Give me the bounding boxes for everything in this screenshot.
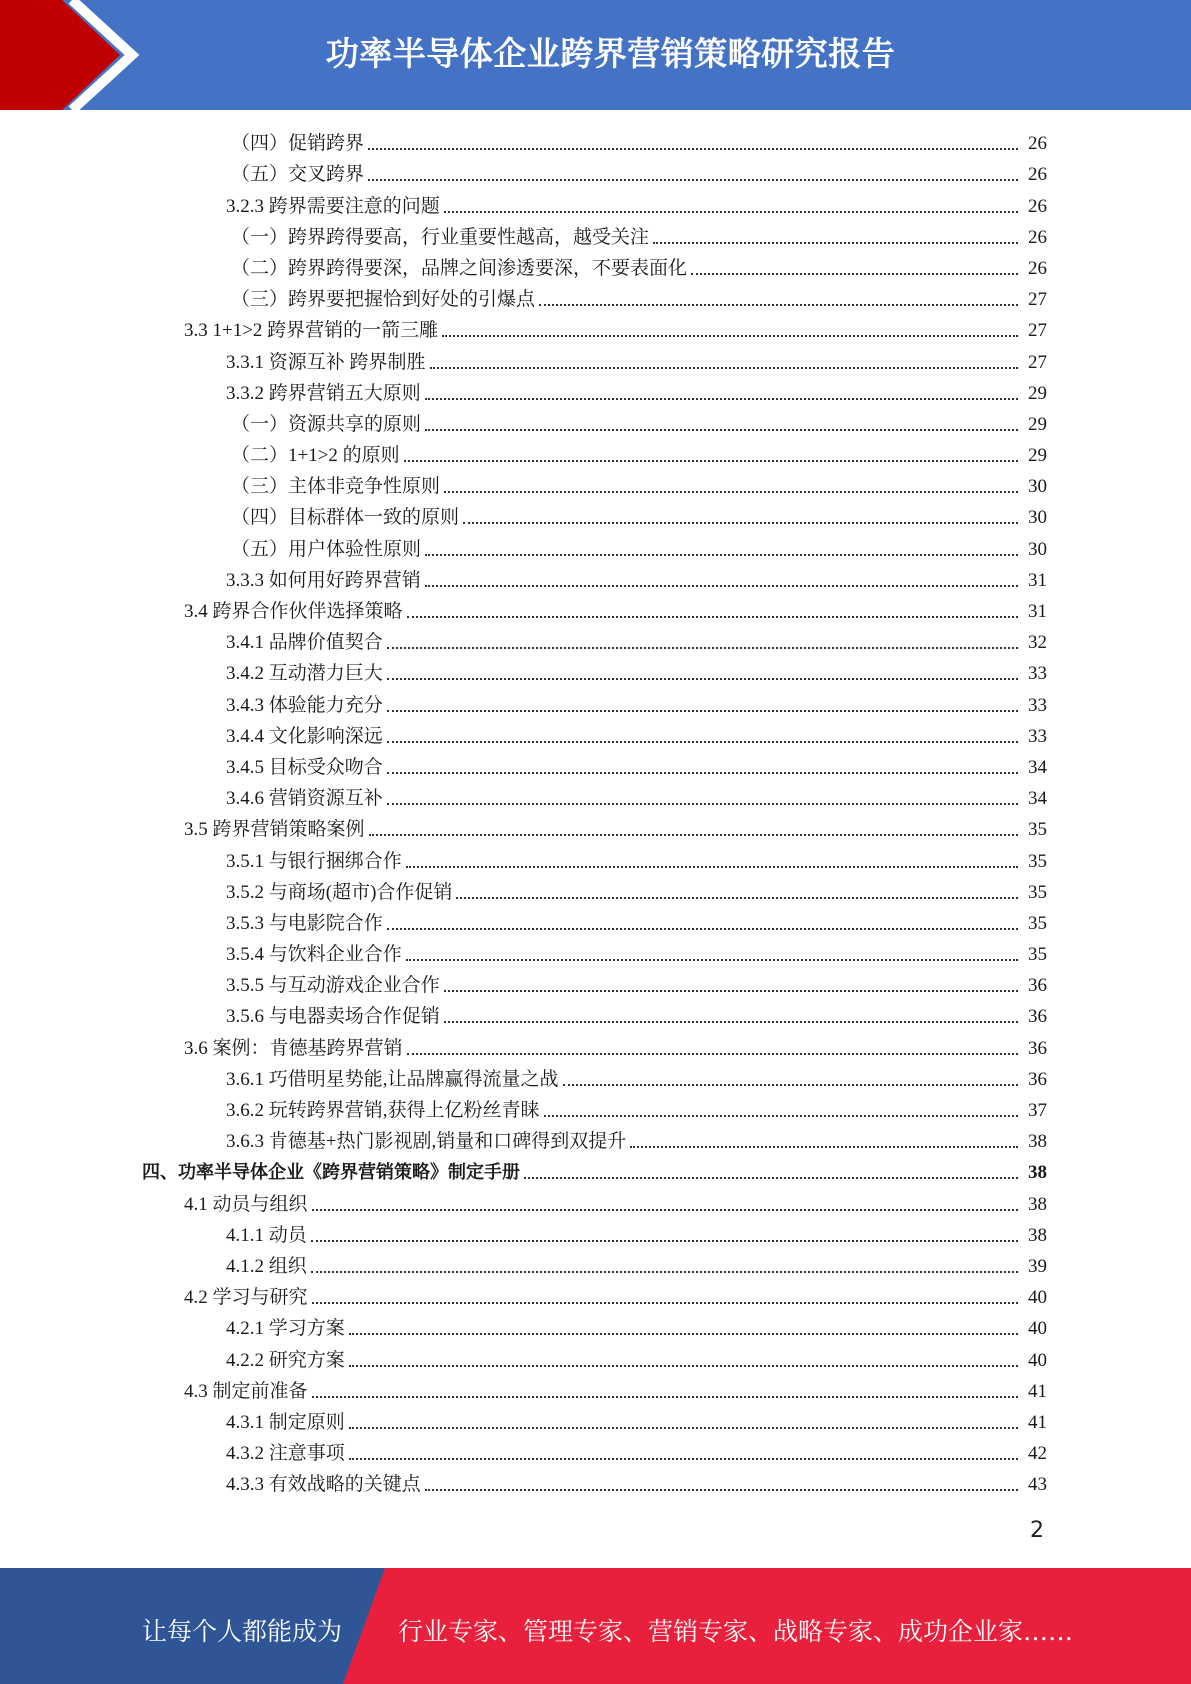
toc-dot-leader <box>407 1053 1018 1055</box>
table-of-contents <box>0 128 1191 1500</box>
toc-entry-page: 35 <box>1028 881 1047 903</box>
toc-entry-page: 38 <box>1028 1193 1047 1215</box>
toc-entry[interactable] <box>0 315 1191 346</box>
footer-slogan-left: 让每个人都能成为 <box>142 1617 343 1646</box>
toc-entry-title: 4.2 学习与研究 <box>184 1287 308 1309</box>
toc-entry[interactable] <box>0 658 1191 689</box>
toc-entry[interactable] <box>0 1376 1191 1407</box>
toc-entry-title: 3.4.4 文化影响深远 <box>226 725 383 747</box>
toc-dot-leader <box>691 273 1018 275</box>
toc-entry-title: 3.5.4 与饮料企业合作 <box>226 944 402 966</box>
toc-entry-title: 四、功率半导体企业《跨界营销策略》制定手册 <box>142 1162 520 1184</box>
toc-dot-leader <box>430 367 1018 369</box>
toc-entry-title: （二）1+1>2 的原则 <box>231 445 400 467</box>
toc-dot-leader <box>406 959 1018 961</box>
toc-entry-title: （二）跨界跨得要深，品牌之间渗透要深，不要表面化 <box>231 257 688 279</box>
toc-dot-leader <box>406 866 1018 868</box>
toc-entry[interactable] <box>0 1188 1191 1219</box>
toc-entry-title: 3.3.3 如何用好跨界营销 <box>226 569 421 591</box>
toc-entry[interactable] <box>0 1157 1191 1188</box>
toc-entry-page: 39 <box>1028 1255 1047 1277</box>
toc-entry[interactable] <box>0 190 1191 221</box>
footer-slogan-right: 行业专家、管理专家、营销专家、战略专家、成功企业家…… <box>398 1617 1074 1646</box>
toc-entry-title: （三）跨界要把握恰到好处的引爆点 <box>231 289 536 311</box>
toc-entry-title: 3.5.5 与互动游戏企业合作 <box>226 975 440 997</box>
toc-entry[interactable] <box>0 378 1191 409</box>
toc-entry-page: 33 <box>1028 663 1047 685</box>
toc-entry-title: （五）用户体验性原则 <box>231 538 422 560</box>
toc-entry-title: 3.4 跨界合作伙伴选择策略 <box>184 601 403 622</box>
toc-entry-title: （四）目标群体一致的原则 <box>231 507 460 529</box>
toc-entry-title: 4.1.2 组织 <box>226 1255 307 1277</box>
toc-entry-title: 3.3.2 跨界营销五大原则 <box>226 382 421 404</box>
toc-dot-leader <box>407 616 1018 618</box>
toc-entry-title: 3.2.3 跨界需要注意的问题 <box>226 195 440 217</box>
page-footer <box>0 1568 1191 1684</box>
toc-entry-page: 36 <box>1028 1006 1047 1028</box>
page-header <box>0 0 1191 110</box>
toc-dot-leader <box>312 1209 1018 1211</box>
toc-entry-page: 30 <box>1028 538 1047 560</box>
toc-entry-page: 41 <box>1028 1411 1047 1433</box>
toc-entry[interactable] <box>0 689 1191 720</box>
toc-entry[interactable] <box>0 721 1191 752</box>
toc-entry-title: 3.4.6 营销资源互补 <box>226 788 383 810</box>
toc-entry-page: 35 <box>1028 850 1047 872</box>
report-title: 功率半导体企业跨界营销策略研究报告 <box>325 34 896 73</box>
toc-entry[interactable] <box>0 1438 1191 1469</box>
toc-dot-leader <box>312 1302 1018 1304</box>
toc-entry[interactable] <box>0 253 1191 284</box>
toc-entry-page: 30 <box>1028 476 1047 498</box>
toc-dot-leader <box>368 148 1018 150</box>
toc-dot-leader <box>349 1458 1018 1460</box>
toc-entry-title: 3.5.6 与电器卖场合作促销 <box>226 1006 440 1028</box>
toc-entry-page: 30 <box>1028 507 1047 529</box>
toc-dot-leader <box>387 678 1018 680</box>
toc-entry-title: 3.4.1 品牌价值契合 <box>226 632 383 654</box>
toc-entry-page: 31 <box>1028 569 1047 591</box>
toc-entry[interactable] <box>0 1469 1191 1500</box>
toc-dot-leader <box>311 1271 1018 1273</box>
toc-entry-page: 36 <box>1028 975 1047 997</box>
toc-dot-leader <box>387 647 1018 649</box>
toc-entry-title: 4.3.1 制定原则 <box>226 1411 345 1433</box>
toc-dot-leader <box>444 990 1018 992</box>
toc-entry-page: 36 <box>1028 1068 1047 1090</box>
toc-entry-page: 34 <box>1028 788 1047 810</box>
toc-entry[interactable] <box>0 908 1191 939</box>
toc-entry-page: 32 <box>1028 632 1047 654</box>
toc-entry[interactable] <box>0 533 1191 564</box>
toc-dot-leader <box>425 585 1018 587</box>
toc-dot-leader <box>456 897 1018 899</box>
toc-dot-leader <box>444 1021 1018 1023</box>
toc-dot-leader <box>630 1146 1018 1148</box>
toc-entry-title: 4.1 动员与组织 <box>184 1193 308 1215</box>
toc-entry-title: 4.3.3 有效战略的关键点 <box>226 1474 421 1496</box>
toc-dot-leader <box>444 491 1018 493</box>
toc-dot-leader <box>349 1365 1018 1367</box>
toc-entry-title: （五）交叉跨界 <box>231 164 365 186</box>
toc-entry[interactable] <box>0 1344 1191 1375</box>
toc-entry[interactable] <box>0 409 1191 440</box>
toc-entry-title: 4.2.1 学习方案 <box>226 1318 345 1340</box>
toc-entry[interactable] <box>0 596 1191 627</box>
toc-dot-leader <box>544 1115 1018 1117</box>
toc-entry-title: （一）跨界跨得要高，行业重要性越高，越受关注 <box>231 226 650 248</box>
toc-dot-leader <box>349 1333 1018 1335</box>
toc-entry[interactable] <box>0 627 1191 658</box>
toc-dot-leader <box>387 928 1018 930</box>
toc-entry[interactable] <box>0 1251 1191 1282</box>
toc-entry[interactable] <box>0 752 1191 783</box>
toc-entry[interactable] <box>0 471 1191 502</box>
toc-dot-leader <box>311 1240 1018 1242</box>
toc-entry-title: 3.3 1+1>2 跨界营销的一箭三雕 <box>184 320 439 342</box>
toc-entry[interactable] <box>0 1032 1191 1063</box>
toc-entry[interactable] <box>0 565 1191 596</box>
toc-entry-page: 26 <box>1028 226 1047 248</box>
toc-entry-page: 26 <box>1028 257 1047 279</box>
toc-dot-leader <box>539 304 1018 306</box>
toc-entry-title: 3.5.3 与电影院合作 <box>226 912 383 934</box>
toc-dot-leader <box>349 1427 1018 1429</box>
toc-entry-title: （四）促销跨界 <box>231 133 365 155</box>
toc-entry-page: 38 <box>1028 1131 1047 1153</box>
toc-entry-title: 3.5.2 与商场(超市)合作促销 <box>226 881 453 903</box>
toc-entry-title: 3.6.3 肯德基+热门影视剧,销量和口碑得到双提升 <box>226 1131 627 1153</box>
toc-dot-leader <box>368 179 1018 181</box>
toc-entry[interactable] <box>0 159 1191 190</box>
toc-dot-leader <box>524 1177 1018 1179</box>
toc-dot-leader <box>444 211 1018 213</box>
toc-dot-leader <box>404 460 1018 462</box>
toc-entry[interactable] <box>0 284 1191 315</box>
toc-entry-page: 40 <box>1028 1318 1047 1340</box>
toc-entry[interactable] <box>0 939 1191 970</box>
toc-entry-page: 26 <box>1028 164 1047 186</box>
toc-entry-page: 42 <box>1028 1443 1047 1465</box>
toc-entry[interactable] <box>0 1095 1191 1126</box>
toc-entry-page: 26 <box>1028 195 1047 217</box>
toc-entry-page: 35 <box>1028 912 1047 934</box>
toc-entry[interactable] <box>0 222 1191 253</box>
toc-dot-leader <box>425 1489 1018 1491</box>
toc-entry[interactable] <box>0 502 1191 533</box>
toc-entry-title: 3.5 跨界营销策略案例 <box>184 819 365 841</box>
toc-entry-title: 4.1.1 动员 <box>226 1224 307 1246</box>
toc-entry[interactable] <box>0 1001 1191 1032</box>
toc-entry-page: 41 <box>1028 1380 1047 1402</box>
toc-dot-leader <box>369 834 1018 836</box>
toc-entry-page: 31 <box>1028 601 1047 622</box>
toc-dot-leader <box>387 803 1018 805</box>
toc-entry-title: 3.4.5 目标受众吻合 <box>226 756 383 778</box>
toc-entry-title: 3.6.1 巧借明星势能,让品牌赢得流量之战 <box>226 1068 559 1090</box>
toc-entry-page: 27 <box>1028 320 1047 342</box>
toc-entry-title: 4.2.2 研究方案 <box>226 1349 345 1371</box>
toc-entry-title: 3.3.1 资源互补 跨界制胜 <box>226 351 426 373</box>
toc-entry-page: 34 <box>1028 756 1047 778</box>
toc-entry[interactable] <box>0 1313 1191 1344</box>
toc-entry-title: 3.4.3 体验能力充分 <box>226 694 383 716</box>
toc-entry-title: （三）主体非竞争性原则 <box>231 476 441 498</box>
toc-entry[interactable] <box>0 1126 1191 1157</box>
toc-entry-page: 38 <box>1028 1224 1047 1246</box>
toc-entry[interactable] <box>0 1282 1191 1313</box>
toc-dot-leader <box>442 335 1018 337</box>
toc-entry[interactable] <box>0 440 1191 471</box>
toc-entry-page: 29 <box>1028 382 1047 404</box>
toc-entry-page: 33 <box>1028 725 1047 747</box>
toc-entry-page: 36 <box>1028 1037 1047 1059</box>
toc-entry[interactable] <box>0 877 1191 908</box>
toc-entry-page: 37 <box>1028 1100 1047 1121</box>
toc-entry[interactable] <box>0 1407 1191 1438</box>
toc-entry[interactable] <box>0 845 1191 876</box>
toc-dot-leader <box>387 741 1018 743</box>
toc-entry[interactable] <box>0 970 1191 1001</box>
toc-entry-page: 40 <box>1028 1349 1047 1371</box>
toc-entry[interactable] <box>0 1064 1191 1095</box>
toc-entry-page: 33 <box>1028 694 1047 716</box>
toc-entry-page: 27 <box>1028 289 1047 311</box>
toc-entry-page: 43 <box>1028 1474 1047 1496</box>
toc-entry-title: （一）资源共享的原则 <box>231 413 422 435</box>
toc-entry[interactable] <box>0 1220 1191 1251</box>
toc-entry-title: 3.6.2 玩转跨界营销,获得上亿粉丝青睐 <box>226 1100 540 1121</box>
toc-entry[interactable] <box>0 783 1191 814</box>
toc-entry-title: 3.5.1 与银行捆绑合作 <box>226 850 402 872</box>
page-number: 2 <box>1030 1518 1044 1543</box>
toc-entry-page: 38 <box>1028 1162 1047 1184</box>
toc-dot-leader <box>425 554 1018 556</box>
toc-dot-leader <box>563 1084 1018 1086</box>
toc-dot-leader <box>387 710 1018 712</box>
toc-entry-page: 35 <box>1028 819 1047 841</box>
toc-entry-title: 3.6 案例：肯德基跨界营销 <box>184 1037 403 1059</box>
toc-entry[interactable] <box>0 814 1191 845</box>
toc-entry-page: 35 <box>1028 944 1047 966</box>
toc-dot-leader <box>653 242 1018 244</box>
toc-entry-title: 3.4.2 互动潜力巨大 <box>226 663 383 685</box>
toc-entry-page: 27 <box>1028 351 1047 373</box>
toc-entry[interactable] <box>0 128 1191 159</box>
toc-entry-page: 26 <box>1028 133 1047 155</box>
toc-dot-leader <box>387 772 1018 774</box>
toc-entry-page: 29 <box>1028 445 1047 467</box>
toc-entry-title: 4.3 制定前准备 <box>184 1380 308 1402</box>
toc-entry[interactable] <box>0 346 1191 377</box>
toc-dot-leader <box>463 522 1018 524</box>
toc-dot-leader <box>425 429 1018 431</box>
toc-dot-leader <box>425 398 1018 400</box>
toc-entry-title: 4.3.2 注意事项 <box>226 1443 345 1465</box>
toc-entry-page: 29 <box>1028 413 1047 435</box>
toc-dot-leader <box>312 1396 1018 1398</box>
toc-entry-page: 40 <box>1028 1287 1047 1309</box>
